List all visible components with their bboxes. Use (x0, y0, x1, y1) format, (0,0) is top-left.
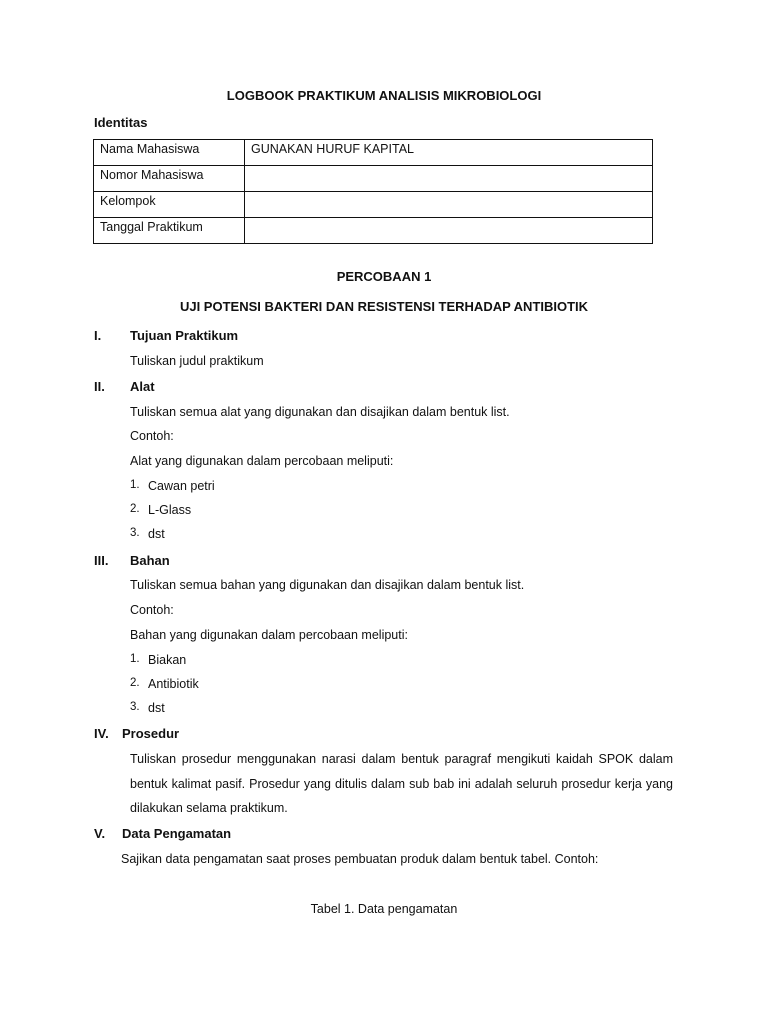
procedure-paragraph: Tuliskan prosedur menggunakan narasi dalam bentuk paragraf mengikuti kaidah SPOK dalam bentuk kalimat pasif. Prosedur yang ditulis dalam sub bab ini adalah seluruh prosedur kerja yang dilakukan selama praktikum. (130, 752, 673, 815)
section-number: II. (94, 379, 105, 394)
section-number: IV. (94, 726, 109, 741)
list-item: dst (148, 701, 165, 715)
document-title: LOGBOOK PRAKTIKUM ANALISIS MIKROBIOLOGI (226, 88, 542, 103)
table-row (94, 166, 653, 192)
example-label: Contoh: (130, 429, 174, 443)
section-heading-alat: Alat (130, 379, 155, 394)
experiment-label: PERCOBAAN 1 (336, 269, 432, 284)
identity-label: Nomor Mahasiswa (94, 166, 245, 192)
table-row (94, 192, 653, 218)
identity-value (245, 192, 653, 218)
identity-value: GUNAKAN HURUF KAPITAL (245, 140, 653, 166)
list-item: Biakan (148, 653, 187, 667)
list-item: Cawan petri (148, 479, 215, 493)
list-item: Antibiotik (148, 677, 199, 691)
table-caption: Tabel 1. Data pengamatan (310, 902, 458, 916)
list-number: 2. (130, 677, 140, 689)
list-number: 1. (130, 653, 140, 665)
list-number: 3. (130, 701, 140, 713)
list-number: 1. (130, 479, 140, 491)
identity-heading: Identitas (94, 115, 148, 130)
section-text: Tuliskan semua bahan yang digunakan dan disajikan dalam bentuk list. (130, 578, 525, 592)
list-intro: Bahan yang digunakan dalam percobaan meliputi: (130, 628, 408, 642)
identity-label: Tanggal Praktikum (94, 218, 245, 244)
identity-value (245, 166, 653, 192)
section-heading-prosedur: Prosedur (122, 726, 180, 741)
section-number: III. (94, 553, 109, 568)
section-number: V. (94, 826, 106, 841)
list-intro: Alat yang digunakan dalam percobaan meliputi: (130, 454, 394, 468)
example-label: Contoh: (130, 603, 174, 617)
section-heading-bahan: Bahan (130, 553, 170, 568)
table-row (94, 218, 653, 244)
section-text: Tuliskan judul praktikum (130, 354, 264, 368)
identity-label: Nama Mahasiswa (94, 140, 245, 166)
section-heading-tujuan: Tujuan Praktikum (130, 328, 239, 343)
list-item: dst (148, 527, 165, 541)
section-number: I. (94, 328, 102, 343)
list-number: 3. (130, 527, 140, 539)
list-number: 2. (130, 503, 140, 515)
section-heading-data: Data Pengamatan (122, 826, 232, 841)
identity-label: Kelompok (94, 192, 245, 218)
identity-value (245, 218, 653, 244)
section-text: Sajikan data pengamatan saat proses pembuatan produk dalam bentuk tabel. Contoh: (121, 852, 599, 866)
experiment-title: UJI POTENSI BAKTERI DAN RESISTENSI TERHADAP ANTIBIOTIK (179, 299, 589, 314)
identity-table (93, 139, 653, 244)
section-text: Tuliskan semua alat yang digunakan dan disajikan dalam bentuk list. (130, 405, 510, 419)
table-row (94, 140, 653, 166)
list-item: L-Glass (148, 503, 192, 517)
